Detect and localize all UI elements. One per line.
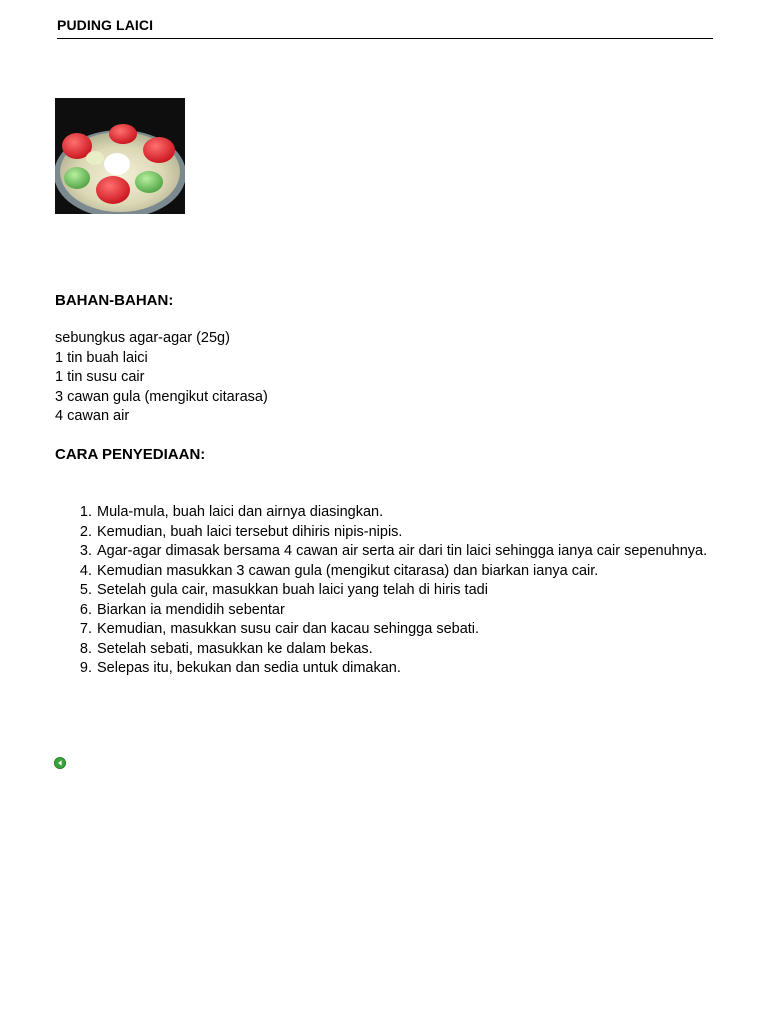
step-number: 9.	[79, 660, 92, 676]
step-number: 7.	[79, 621, 92, 637]
step-number: 5.	[79, 582, 92, 598]
method-step	[55, 659, 715, 679]
ingredient-item: 1 tin buah laici	[55, 349, 148, 366]
page-header	[57, 16, 713, 39]
method-step	[55, 640, 715, 660]
ingredient-item: 4 cawan air	[55, 408, 130, 424]
step-text: Selepas itu, bekukan dan sedia untuk dimakan.	[97, 660, 401, 676]
step-number: 2.	[79, 523, 92, 540]
method-steps-list	[55, 503, 715, 679]
ingredient-item: 3 cawan gula (mengikut citarasa)	[55, 388, 268, 405]
step-text: Setelah sebati, masukkan ke dalam bekas.	[97, 640, 373, 657]
step-number: 6.	[79, 601, 92, 618]
method-step	[55, 523, 715, 543]
ingredient-item: sebungkus agar-agar (25g)	[55, 330, 230, 346]
step-text: Biarkan ia mendidih sebentar	[97, 601, 285, 618]
step-text: Setelah gula cair, masukkan buah laici yang telah di hiris tadi	[97, 582, 488, 598]
page-title: PUDING LAICI	[57, 17, 154, 33]
step-text: Kemudian, masukkan susu cair dan kacau sehingga sebati.	[97, 621, 480, 637]
step-number: 1.	[79, 504, 92, 520]
method-step	[55, 542, 715, 562]
pudding-photo	[55, 98, 185, 214]
method-step	[55, 503, 715, 523]
method-step	[55, 620, 715, 640]
ingredients-heading: BAHAN-BAHAN:	[55, 292, 174, 309]
back-arrow-icon[interactable]	[54, 756, 66, 768]
step-text: Agar-agar dimasak bersama 4 cawan air serta air dari tin laici sehingga ianya cair sepenuhnya.	[97, 543, 708, 559]
ingredients-list	[55, 329, 268, 427]
method-step	[55, 562, 715, 582]
step-number: 4.	[79, 562, 92, 579]
step-number: 8.	[79, 640, 92, 657]
step-text: Kemudian, buah laici tersebut dihiris nipis-nipis.	[97, 523, 403, 540]
method-step	[55, 581, 715, 601]
ingredient-item: 1 tin susu cair	[55, 369, 145, 385]
method-heading: CARA PENYEDIAAN:	[55, 446, 206, 463]
step-text: Kemudian masukkan 3 cawan gula (mengikut citarasa) dan biarkan ianya cair.	[97, 562, 599, 579]
method-step	[55, 601, 715, 621]
step-number: 3.	[79, 543, 92, 559]
step-text: Mula-mula, buah laici dan airnya diasingkan.	[97, 504, 384, 520]
